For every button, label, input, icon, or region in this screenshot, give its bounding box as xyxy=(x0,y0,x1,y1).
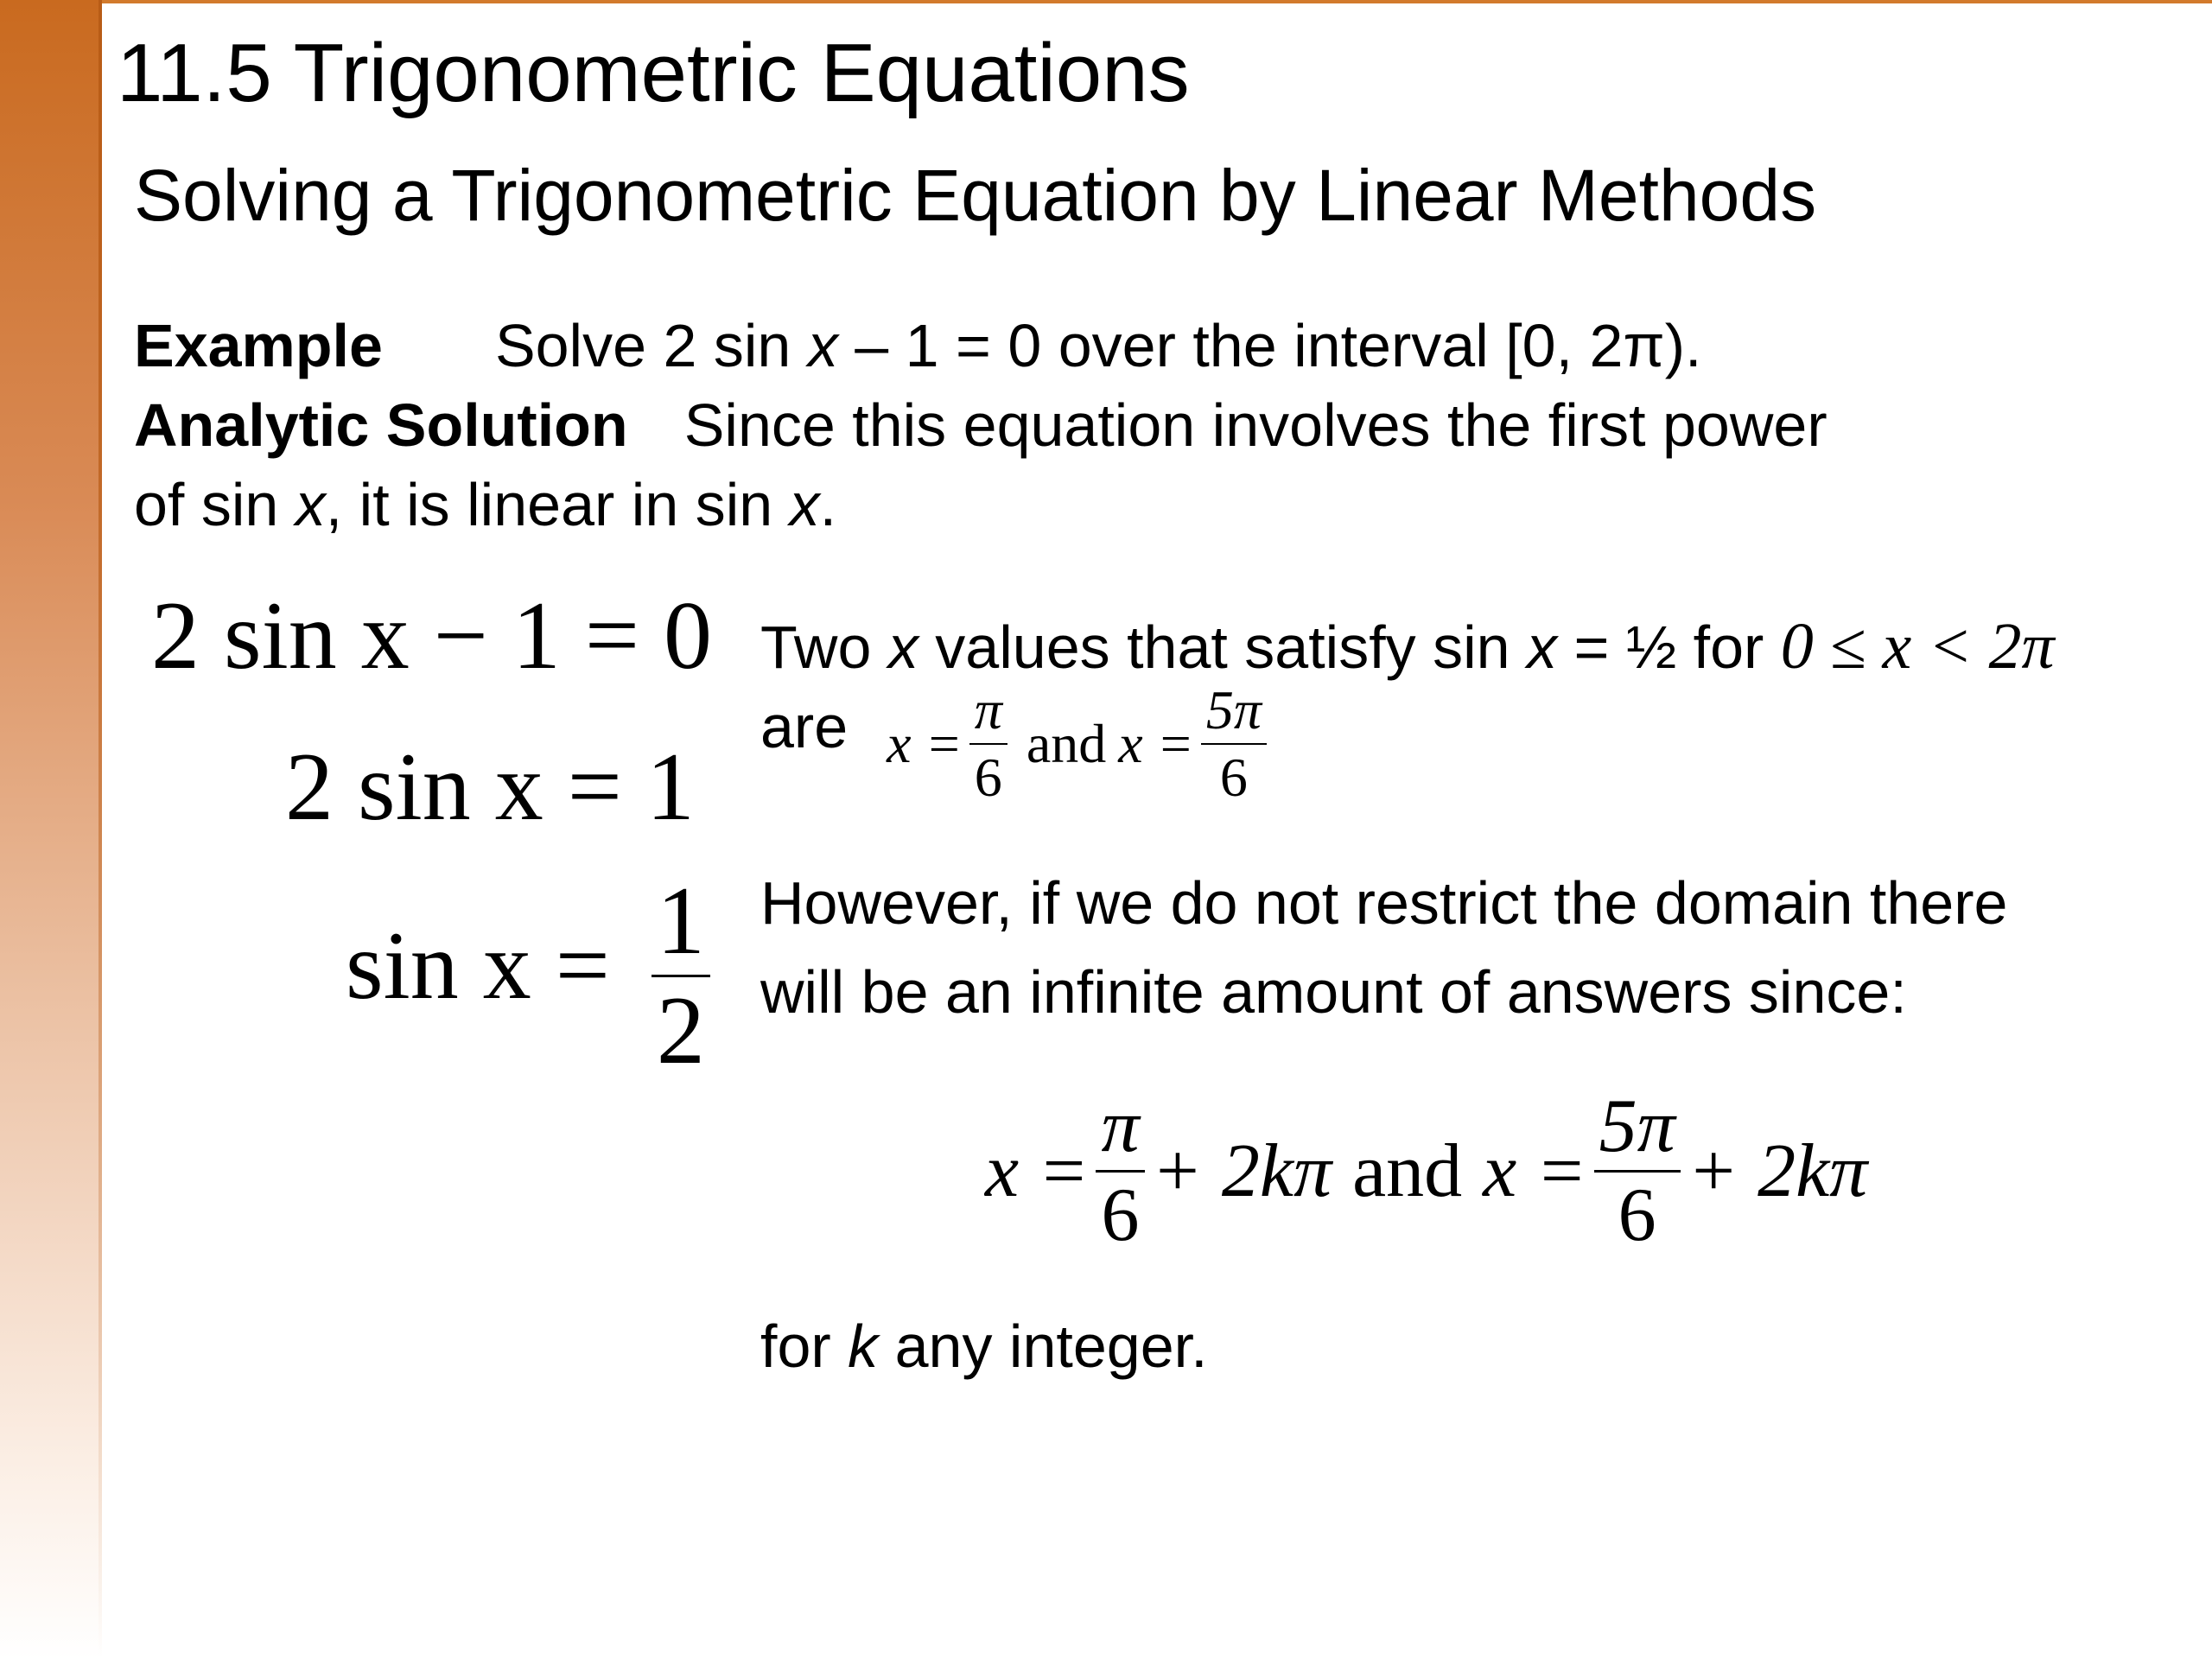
two-values-var2: x xyxy=(1527,613,1558,681)
analytic-line2-b: , it is linear in sin xyxy=(325,471,790,538)
fraction-numerator: 1 xyxy=(656,868,705,975)
example-text-b: – 1 = 0 over the interval [0, 2π). xyxy=(837,312,1702,379)
specific-solutions-math xyxy=(887,679,1274,808)
solution-1-x-eq: x = xyxy=(887,713,963,775)
interval-expression: 0 ≤ x < 2π xyxy=(1780,610,2055,683)
example-text-a: Solve 2 sin xyxy=(494,312,808,379)
are-label: are xyxy=(760,692,849,760)
general-term-2: + 2kπ xyxy=(1687,1129,1868,1213)
general-fraction-2-numerator: 5π xyxy=(1599,1084,1675,1168)
analytic-line xyxy=(134,391,1827,461)
solution-1-denominator: 6 xyxy=(974,747,1002,808)
footer-b: any integer. xyxy=(878,1313,1208,1380)
however-line-1: However, if we do not restrict the domain there xyxy=(760,869,2008,937)
general-term-1: + 2kπ xyxy=(1151,1129,1332,1213)
analytic-label: Analytic Solution xyxy=(134,391,628,459)
footer-line xyxy=(760,1312,1208,1382)
analytic-line2-var2: x xyxy=(789,471,820,538)
two-values-var: x xyxy=(887,613,918,681)
equation-step-3 xyxy=(346,868,710,1084)
two-values-c: = ½ for xyxy=(1557,613,1781,681)
analytic-line-2 xyxy=(134,470,836,540)
equation-step-2: 2 sin x = 1 xyxy=(285,734,695,841)
solution-2-numerator: 5π xyxy=(1205,679,1262,741)
solution-2-x-eq: x = xyxy=(1118,713,1194,775)
fraction-denominator: 2 xyxy=(656,977,705,1084)
solution-2-bar xyxy=(1201,743,1267,745)
footer-a: for xyxy=(760,1313,849,1380)
equation-step-3-fraction xyxy=(652,868,710,1084)
analytic-line2-a: of sin xyxy=(134,471,296,538)
example-var: x xyxy=(807,312,838,379)
general-fraction-2-bar xyxy=(1594,1170,1681,1173)
solution-and: and xyxy=(1026,713,1107,775)
equation-step-1: 2 sin x − 1 = 0 xyxy=(151,582,713,690)
solution-1-bar xyxy=(969,743,1007,745)
slide-sidebar-accent xyxy=(0,0,102,1659)
general-x-eq-1: x = xyxy=(985,1129,1090,1213)
however-line-2: will be an infinite amount of answers since: xyxy=(760,958,1907,1026)
example-label: Example xyxy=(134,312,383,379)
example-line xyxy=(134,311,1701,381)
general-fraction-2 xyxy=(1594,1084,1681,1257)
two-values-b: values that satisfy sin xyxy=(918,613,1528,681)
general-fraction-1-numerator: π xyxy=(1101,1084,1140,1168)
analytic-text: Since this equation involves the first power xyxy=(683,391,1827,459)
general-x-eq-2: x = xyxy=(1483,1129,1587,1213)
solution-1-numerator: π xyxy=(974,679,1002,741)
analytic-line2-var: x xyxy=(295,471,326,538)
general-fraction-1 xyxy=(1096,1084,1144,1257)
specific-solutions-line xyxy=(760,679,1274,808)
slide-subtitle: Solving a Trigonometric Equation by Linear Methods xyxy=(134,155,1817,236)
general-and: and xyxy=(1352,1129,1463,1213)
general-solution xyxy=(985,1084,1868,1257)
solution-2-denominator: 6 xyxy=(1219,747,1248,808)
general-fraction-1-denominator: 6 xyxy=(1101,1173,1140,1257)
footer-var: k xyxy=(848,1313,879,1380)
slide-title: 11.5 Trigonometric Equations xyxy=(117,27,1190,119)
analytic-line2-c: . xyxy=(819,471,837,538)
general-fraction-2-denominator: 6 xyxy=(1618,1173,1656,1257)
slide-top-border xyxy=(102,0,2212,3)
two-values-a: Two xyxy=(760,613,888,681)
equation-step-3-left: sin x = xyxy=(346,912,610,1020)
solution-2-fraction xyxy=(1201,679,1267,808)
solution-1-fraction xyxy=(969,679,1007,808)
two-values-line xyxy=(760,609,2055,684)
general-fraction-1-bar xyxy=(1096,1170,1144,1173)
